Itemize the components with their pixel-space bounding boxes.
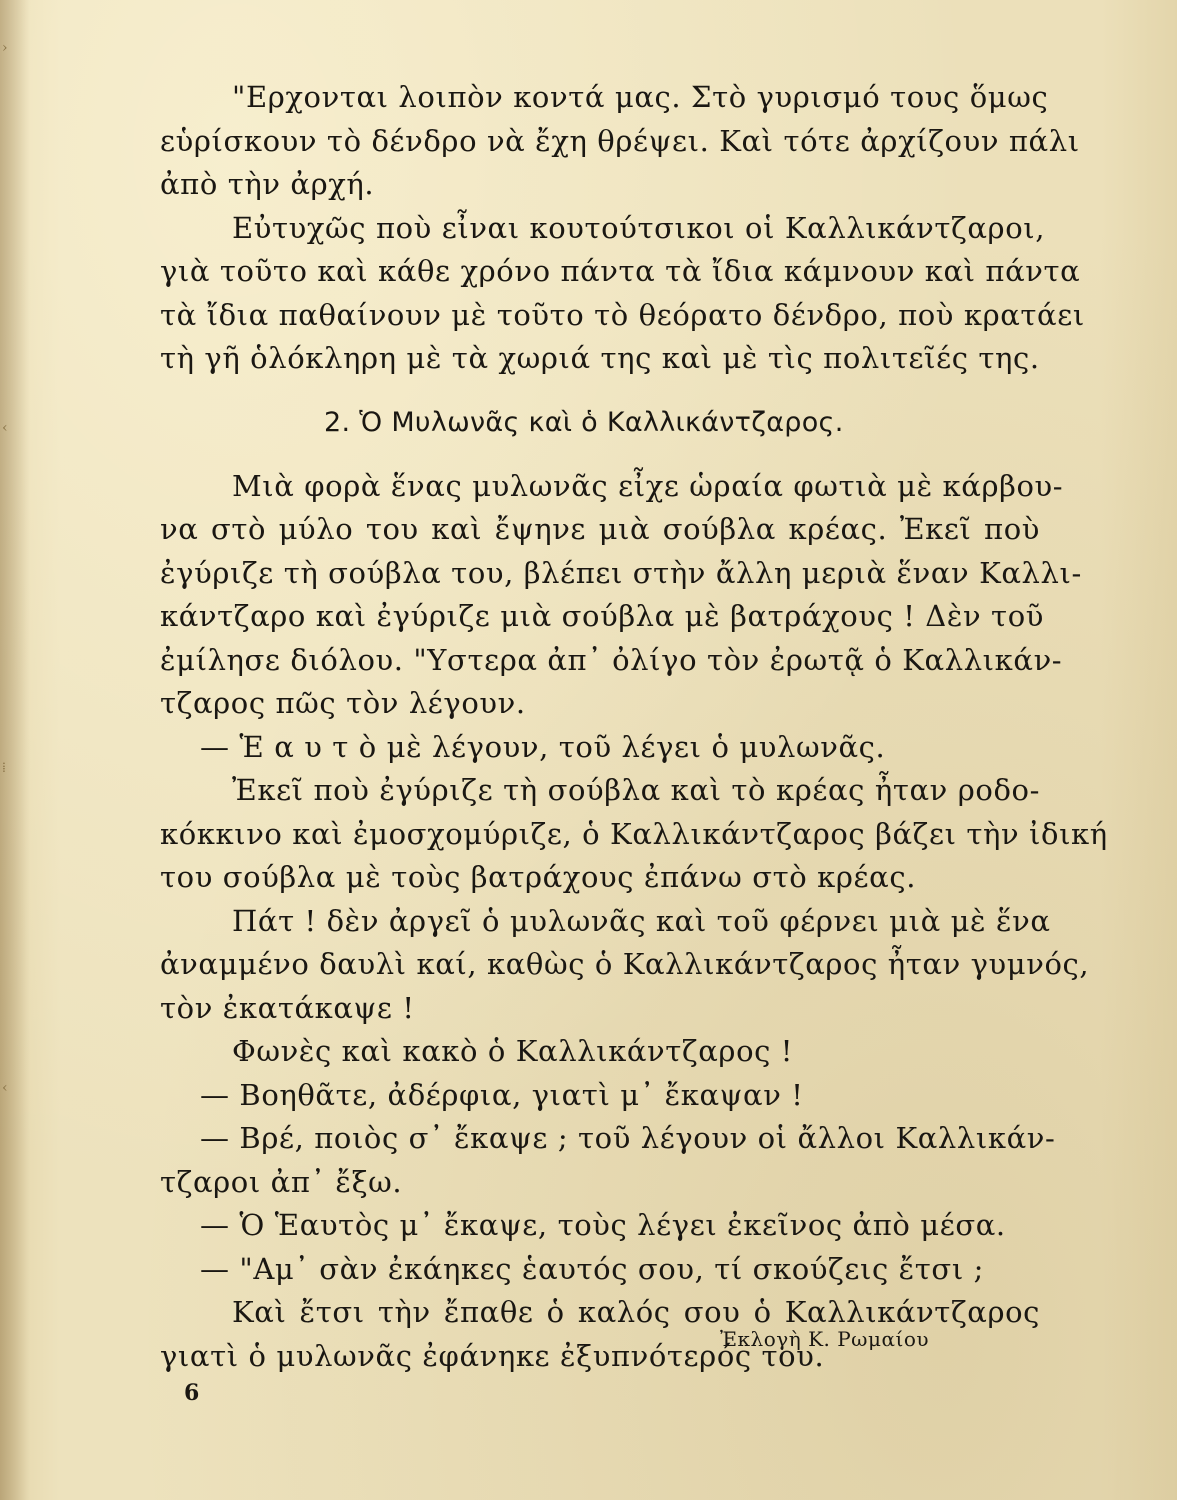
page-binding-edge — [0, 0, 30, 1500]
text-line: να στὸ μύλο του καὶ ἔψηνε μιὰ σούβλα κρέας. Ἐκεῖ ποὺ — [160, 512, 1040, 546]
text-line: τζαροι ἀπ᾿ ἔξω. — [160, 1164, 403, 1199]
text-line: ἐγύριζε τὴ σούβλα του, βλέπει στὴν ἄλλη μεριὰ ἕναν Καλλι- — [160, 555, 1082, 590]
text-line: Καὶ ἔτσι τὴν ἔπαθε ὁ καλός σου ὁ Καλλικάντζαρος — [232, 1295, 1040, 1329]
text-line: Πάτ ! δὲν ἀργεῖ ὁ μυλωνᾶς καὶ τοῦ φέρνει μιὰ μὲ ἕνα — [232, 903, 1051, 938]
text-line: ἐμίλησε διόλου. "Υστερα ἀπ᾿ ὀλίγο τὸν ἐρωτᾷ ὁ Καλλικάν- — [160, 642, 1063, 677]
dialogue-line: — Ὁ Ἑαυτὸς μ᾿ ἔκαψε, τοὺς λέγει ἐκεῖνος ἀπὸ μέσα. — [200, 1208, 1006, 1242]
text-line: ἀπὸ τὴν ἀρχή. — [160, 167, 375, 201]
dialogue-line: — Ἑ α υ τ ὸ μὲ λέγουν, τοῦ λέγει ὁ μυλωνᾶς. — [200, 729, 886, 764]
section-gap — [160, 381, 1040, 393]
binding-mark: ⁞ — [2, 760, 6, 776]
dialogue-line: — Βοηθᾶτε, ἀδέρφια, γιατὶ μ᾿ ἔκαψαν ! — [200, 1077, 804, 1112]
text-line: τζαρος πῶς τὸν λέγουν. — [160, 686, 526, 720]
text-line: γιατὶ ὁ μυλωνᾶς ἐφάνηκε ἐξυπνότερός του. — [160, 1338, 825, 1373]
dialogue-line: — Βρέ, ποιὸς σ᾿ ἔκαψε ; τοῦ λέγουν οἱ ἄλλοι Καλλικάν- — [200, 1121, 1056, 1155]
text-line: "Ερχονται λοιπὸν κοντά μας. Στὸ γυρισμό τους ὅμως — [232, 80, 1049, 114]
attribution: Ἐκλογὴ Κ. Ρωμαίου — [720, 1327, 930, 1351]
text-line: τὸν ἐκατάκαψε ! — [160, 990, 415, 1025]
dialogue-line: — "Αμ᾿ σὰν ἐκάηκες ἑαυτός σου, τί σκούζεις ἔτσι ; — [200, 1251, 984, 1286]
binding-mark: › — [2, 40, 8, 56]
binding-mark: ‹ — [2, 1080, 8, 1096]
text-line: Ἐκεῖ ποὺ ἐγύριζε τὴ σούβλα καὶ τὸ κρέας ἦταν ροδο- — [232, 773, 1040, 807]
section-gap — [160, 453, 1040, 465]
text-line: Μιὰ φορὰ ἕνας μυλωνᾶς εἶχε ὡραία φωτιὰ μὲ κάρβου- — [232, 468, 1064, 503]
page-number: 6 — [184, 1380, 200, 1406]
text-line: εὑρίσκουν τὸ δένδρο νὰ ἔχη θρέψει. Καὶ τότε ἀρχίζουν πάλι — [160, 123, 1080, 158]
text-line: ἀναμμένο δαυλὶ καί, καθὼς ὁ Καλλικάντζαρος ἦταν γυμνός, — [160, 947, 1090, 981]
section-heading: 2. Ὁ Μυλωνᾶς καὶ ὁ Καλλικάντζαρος. — [324, 406, 844, 438]
text-line: τὴ γῆ ὁλόκληρη μὲ τὰ χωριά της καὶ μὲ τὶς πολιτεῖές της. — [160, 341, 1040, 375]
text-line: Εὐτυχῶς ποὺ εἶναι κουτούτσικοι οἱ Καλλικάντζαροι, — [232, 210, 1046, 245]
text-line: Φωνὲς καὶ κακὸ ὁ Καλλικάντζαρος ! — [232, 1034, 794, 1068]
text-line: κόκκινο καὶ ἐμοσχομύριζε, ὁ Καλλικάντζαρος βάζει τὴν ἰδική — [160, 816, 1108, 851]
text-line: τὰ ἴδια παθαίνουν μὲ τοῦτο τὸ θεόρατο δένδρο, ποὺ κρατάει — [160, 297, 1085, 332]
page-text — [160, 76, 1108, 1378]
text-line: γιὰ τοῦτο καὶ κάθε χρόνο πάντα τὰ ἴδια κάμνουν καὶ πάντα — [160, 254, 1081, 288]
text-line: κάντζαρο καὶ ἐγύριζε μιὰ σούβλα μὲ βατράχους ! Δὲν τοῦ — [160, 599, 1044, 633]
binding-mark: ‹ — [2, 420, 8, 436]
text-line: του σούβλα μὲ τοὺς βατράχους ἐπάνω στὸ κρέας. — [160, 860, 917, 894]
